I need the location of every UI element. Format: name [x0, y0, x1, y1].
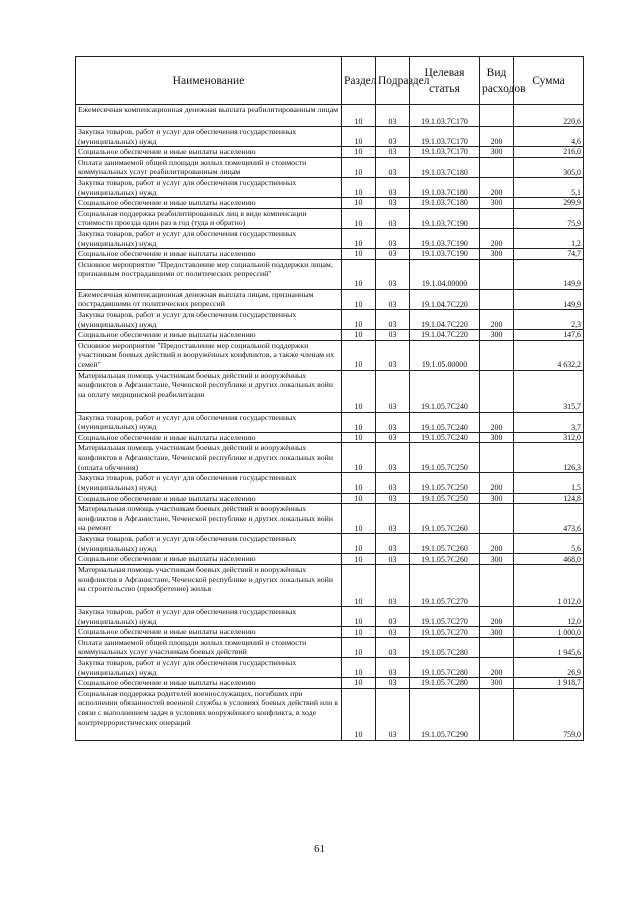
- table-row: [76, 678, 584, 689]
- row-subsection: 03: [376, 565, 410, 607]
- table-row: [76, 443, 584, 473]
- row-subsection: 03: [376, 208, 410, 228]
- row-target: 19.1.05.7С250: [410, 443, 480, 473]
- row-section: 10: [342, 443, 376, 473]
- row-target: 19.1.05.7С250: [410, 493, 480, 504]
- row-section: 10: [342, 412, 376, 432]
- row-subsection: 03: [376, 370, 410, 412]
- row-target: 19.1.05.7С240: [410, 370, 480, 412]
- row-target: 19.1.05.7С280: [410, 678, 480, 689]
- budget-table-container: [75, 56, 583, 741]
- header-subsection: Подраздел: [376, 57, 410, 105]
- row-section: 10: [342, 259, 376, 289]
- row-target: 19.1.05.7С270: [410, 565, 480, 607]
- row-amount: 5,6: [514, 534, 584, 554]
- row-amount: 1,2: [514, 228, 584, 248]
- row-subsection: 03: [376, 658, 410, 678]
- row-name: Закупка товаров, работ и услуг для обеспечения государственных (муниципальных) нужд: [76, 658, 342, 678]
- row-target: 19.1.03.7С180: [410, 198, 480, 209]
- row-section: 10: [342, 627, 376, 638]
- row-section: 10: [342, 105, 376, 127]
- row-expense-type: [480, 157, 514, 177]
- table-row: [76, 198, 584, 209]
- row-name: Материальная помощь участникам боевых действий и вооружённых конфликтов в Афганистане, Чеченской республике и других локальных войн (оплата обучения): [76, 443, 342, 473]
- row-target: 19.1.03.7С180: [410, 157, 480, 177]
- row-amount: 149,9: [514, 259, 584, 289]
- budget-table: [75, 56, 584, 741]
- row-name: Материальная помощь участникам боевых действий и вооружённых конфликтов в Афганистане, Чеченской республике и других локальных войн на строительство (приобретение) жилья: [76, 565, 342, 607]
- row-amount: 149,9: [514, 289, 584, 309]
- table-row: [76, 259, 584, 289]
- row-expense-type: 300: [480, 627, 514, 638]
- row-amount: 1 012,0: [514, 565, 584, 607]
- row-amount: 759,0: [514, 688, 584, 740]
- row-expense-type: 300: [480, 432, 514, 443]
- header-section: Раздел: [342, 57, 376, 105]
- row-subsection: 03: [376, 340, 410, 370]
- row-subsection: 03: [376, 443, 410, 473]
- row-name: Материальная помощь участникам боевых действий и вооружённых конфликтов в Афганистане, Чеченской республике и других локальных войн на оплату медицинской реабилитации: [76, 370, 342, 412]
- row-target: 19.1.05.7С270: [410, 627, 480, 638]
- table-header-row: [76, 57, 584, 105]
- table-row: [76, 534, 584, 554]
- row-expense-type: 300: [480, 147, 514, 158]
- row-target: 19.1.04.7С220: [410, 309, 480, 329]
- row-expense-type: [480, 443, 514, 473]
- row-name: Закупка товаров, работ и услуг для обеспечения государственных (муниципальных) нужд: [76, 534, 342, 554]
- row-amount: 26,9: [514, 658, 584, 678]
- row-subsection: 03: [376, 554, 410, 565]
- table-row: [76, 105, 584, 127]
- row-target: 19.1.04.7С220: [410, 330, 480, 341]
- table-row: [76, 554, 584, 565]
- row-amount: 12,0: [514, 607, 584, 627]
- row-target: 19.1.05.7С240: [410, 432, 480, 443]
- row-target: 19.1.05.7С270: [410, 607, 480, 627]
- row-target: 19.1.05.7С280: [410, 637, 480, 657]
- row-expense-type: 200: [480, 228, 514, 248]
- row-section: 10: [342, 432, 376, 443]
- row-subsection: 03: [376, 330, 410, 341]
- row-section: 10: [342, 688, 376, 740]
- table-row: [76, 249, 584, 260]
- row-section: 10: [342, 534, 376, 554]
- row-expense-type: 300: [480, 198, 514, 209]
- row-name: Ежемесячная компенсационная денежная выплата лицам, признанным пострадавшими от политических репрессий: [76, 289, 342, 309]
- row-name: Основное мероприятие "Предоставление мер социальной поддержки участникам боевых действий и вооружённых конфликтов, а также членам их семей": [76, 340, 342, 370]
- row-amount: 126,3: [514, 443, 584, 473]
- row-target: 19.1.03.7С170: [410, 105, 480, 127]
- row-name: Социальное обеспечение и иные выплаты населению: [76, 432, 342, 443]
- row-name: Закупка товаров, работ и услуг для обеспечения государственных (муниципальных) нужд: [76, 412, 342, 432]
- row-target: 19.1.05.7С260: [410, 504, 480, 534]
- row-amount: 75,9: [514, 208, 584, 228]
- row-subsection: 03: [376, 473, 410, 493]
- row-expense-type: 200: [480, 658, 514, 678]
- row-section: 10: [342, 607, 376, 627]
- row-name: Закупка товаров, работ и услуг для обеспечения государственных (муниципальных) нужд: [76, 228, 342, 248]
- table-row: [76, 658, 584, 678]
- row-name: Закупка товаров, работ и услуг для обеспечения государственных (муниципальных) нужд: [76, 177, 342, 197]
- page-number: 61: [314, 843, 325, 855]
- row-section: 10: [342, 157, 376, 177]
- table-row: [76, 330, 584, 341]
- table-row: [76, 637, 584, 657]
- row-amount: 3,7: [514, 412, 584, 432]
- row-expense-type: 300: [480, 249, 514, 260]
- row-subsection: 03: [376, 259, 410, 289]
- row-target: 19.1.05.7С280: [410, 658, 480, 678]
- row-section: 10: [342, 289, 376, 309]
- row-name: Материальная помощь участникам боевых действий и вооружённых конфликтов в Афганистане, Чеченской республике и других локальных войн на ремонт: [76, 504, 342, 534]
- row-expense-type: [480, 637, 514, 657]
- row-subsection: 03: [376, 534, 410, 554]
- row-section: 10: [342, 127, 376, 147]
- row-amount: 315,7: [514, 370, 584, 412]
- row-section: 10: [342, 208, 376, 228]
- row-name: Социальное обеспечение и иные выплаты населению: [76, 198, 342, 209]
- row-name: Ежемесячная компенсационная денежная выплата реабилитированным лицам: [76, 105, 342, 127]
- row-target: 19.1.05.7С260: [410, 534, 480, 554]
- row-name: Закупка товаров, работ и услуг для обеспечения государственных (муниципальных) нужд: [76, 607, 342, 627]
- row-section: 10: [342, 177, 376, 197]
- row-expense-type: 300: [480, 554, 514, 565]
- table-row: [76, 607, 584, 627]
- row-section: 10: [342, 309, 376, 329]
- row-expense-type: [480, 105, 514, 127]
- row-name: Социальное обеспечение и иные выплаты населению: [76, 249, 342, 260]
- row-section: 10: [342, 473, 376, 493]
- row-target: 19.1.05.7С240: [410, 412, 480, 432]
- row-amount: 4,6: [514, 127, 584, 147]
- row-subsection: 03: [376, 147, 410, 158]
- table-row: [76, 432, 584, 443]
- row-target: 19.1.05.7С290: [410, 688, 480, 740]
- row-subsection: 03: [376, 607, 410, 627]
- row-target: 19.1.05.7С260: [410, 554, 480, 565]
- table-row: [76, 565, 584, 607]
- row-target: 19.1.05.7С250: [410, 473, 480, 493]
- row-subsection: 03: [376, 412, 410, 432]
- row-name: Социальное обеспечение и иные выплаты населению: [76, 493, 342, 504]
- row-target: 19.1.05.00000: [410, 340, 480, 370]
- row-amount: 124,8: [514, 493, 584, 504]
- row-section: 10: [342, 493, 376, 504]
- row-target: 19.1.03.7С190: [410, 208, 480, 228]
- row-name: Социальная поддержка реабилитированных лиц в виде компенсации стоимости проезда один раз в год (туда и обратно): [76, 208, 342, 228]
- row-expense-type: 200: [480, 607, 514, 627]
- table-row: [76, 177, 584, 197]
- row-name: Закупка товаров, работ и услуг для обеспечения государственных (муниципальных) нужд: [76, 309, 342, 329]
- row-name: Основное мероприятие "Предоставление мер социальной поддержки лицам, признанным пострадавшими от политических репрессий": [76, 259, 342, 289]
- table-row: [76, 412, 584, 432]
- table-row: [76, 147, 584, 158]
- row-expense-type: [480, 289, 514, 309]
- row-target: 19.1.03.7С190: [410, 249, 480, 260]
- row-name: Социальное обеспечение и иные выплаты населению: [76, 554, 342, 565]
- row-subsection: 03: [376, 228, 410, 248]
- row-section: 10: [342, 678, 376, 689]
- header-amount: Сумма: [514, 57, 584, 105]
- row-section: 10: [342, 228, 376, 248]
- row-name: Оплата занимаемой общей площади жилых помещений и стоимости коммунальных услуг реабилитированным лицам: [76, 157, 342, 177]
- row-name: Закупка товаров, работ и услуг для обеспечения государственных (муниципальных) нужд: [76, 127, 342, 147]
- row-name: Закупка товаров, работ и услуг для обеспечения государственных (муниципальных) нужд: [76, 473, 342, 493]
- row-subsection: 03: [376, 504, 410, 534]
- row-amount: 1 000,0: [514, 627, 584, 638]
- row-subsection: 03: [376, 688, 410, 740]
- row-section: 10: [342, 249, 376, 260]
- row-amount: 1 945,6: [514, 637, 584, 657]
- row-subsection: 03: [376, 678, 410, 689]
- table-row: [76, 688, 584, 740]
- row-expense-type: 200: [480, 177, 514, 197]
- row-expense-type: [480, 370, 514, 412]
- table-row: [76, 127, 584, 147]
- row-section: 10: [342, 658, 376, 678]
- row-name: Социальное обеспечение и иные выплаты населению: [76, 330, 342, 341]
- row-subsection: 03: [376, 249, 410, 260]
- row-expense-type: 300: [480, 493, 514, 504]
- row-amount: 312,0: [514, 432, 584, 443]
- row-amount: 216,0: [514, 147, 584, 158]
- table-row: [76, 228, 584, 248]
- row-amount: 147,6: [514, 330, 584, 341]
- row-name: Социальная поддержка родителей военнослужащих, погибших при исполнении обязанностей военной службы в условиях боевых действий или в связи с выполнением задач в условиях вооружённого конфликта, в ходе контртеррористических операций: [76, 688, 342, 740]
- row-subsection: 03: [376, 157, 410, 177]
- row-amount: 5,1: [514, 177, 584, 197]
- table-row: [76, 340, 584, 370]
- table-row: [76, 493, 584, 504]
- row-name: Социальное обеспечение и иные выплаты населению: [76, 627, 342, 638]
- row-expense-type: [480, 208, 514, 228]
- table-row: [76, 504, 584, 534]
- row-target: 19.1.03.7С170: [410, 127, 480, 147]
- table-row: [76, 473, 584, 493]
- header-name: Наименование: [76, 57, 342, 105]
- row-amount: 220,6: [514, 105, 584, 127]
- row-section: 10: [342, 637, 376, 657]
- row-amount: 299,9: [514, 198, 584, 209]
- row-subsection: 03: [376, 637, 410, 657]
- header-target: Целевая статья: [410, 57, 480, 105]
- row-name: Социальное обеспечение и иные выплаты населению: [76, 147, 342, 158]
- row-subsection: 03: [376, 493, 410, 504]
- row-expense-type: [480, 504, 514, 534]
- table-row: [76, 627, 584, 638]
- row-amount: 468,0: [514, 554, 584, 565]
- row-expense-type: 300: [480, 678, 514, 689]
- row-section: 10: [342, 504, 376, 534]
- row-amount: 1,5: [514, 473, 584, 493]
- row-amount: 4 632,2: [514, 340, 584, 370]
- row-expense-type: 200: [480, 309, 514, 329]
- row-target: 19.1.04.7С220: [410, 289, 480, 309]
- row-target: 19.1.03.7С180: [410, 177, 480, 197]
- row-subsection: 03: [376, 289, 410, 309]
- row-subsection: 03: [376, 627, 410, 638]
- row-section: 10: [342, 330, 376, 341]
- row-expense-type: 200: [480, 127, 514, 147]
- row-name: Оплата занимаемой общей площади жилых помещений и стоимости коммунальных услуг участникам боевых действий: [76, 637, 342, 657]
- row-subsection: 03: [376, 198, 410, 209]
- row-subsection: 03: [376, 309, 410, 329]
- row-amount: 473,6: [514, 504, 584, 534]
- row-section: 10: [342, 340, 376, 370]
- row-expense-type: [480, 688, 514, 740]
- row-section: 10: [342, 554, 376, 565]
- table-body: [76, 105, 584, 741]
- row-section: 10: [342, 198, 376, 209]
- table-row: [76, 157, 584, 177]
- row-subsection: 03: [376, 105, 410, 127]
- row-expense-type: 200: [480, 473, 514, 493]
- row-expense-type: 200: [480, 534, 514, 554]
- row-expense-type: [480, 340, 514, 370]
- row-amount: 1 918,7: [514, 678, 584, 689]
- row-amount: 305,0: [514, 157, 584, 177]
- row-expense-type: [480, 259, 514, 289]
- table-row: [76, 370, 584, 412]
- table-row: [76, 309, 584, 329]
- row-section: 10: [342, 565, 376, 607]
- row-target: 19.1.03.7С190: [410, 228, 480, 248]
- row-expense-type: 300: [480, 330, 514, 341]
- row-subsection: 03: [376, 432, 410, 443]
- row-section: 10: [342, 370, 376, 412]
- row-expense-type: 200: [480, 412, 514, 432]
- row-amount: 74,7: [514, 249, 584, 260]
- table-row: [76, 208, 584, 228]
- row-amount: 2,3: [514, 309, 584, 329]
- row-subsection: 03: [376, 127, 410, 147]
- row-subsection: 03: [376, 177, 410, 197]
- row-name: Социальное обеспечение и иные выплаты населению: [76, 678, 342, 689]
- row-expense-type: [480, 565, 514, 607]
- row-target: 19.1.03.7С170: [410, 147, 480, 158]
- header-expense-type: Вид расходов: [480, 57, 514, 105]
- row-target: 19.1.04.00000: [410, 259, 480, 289]
- row-section: 10: [342, 147, 376, 158]
- table-row: [76, 289, 584, 309]
